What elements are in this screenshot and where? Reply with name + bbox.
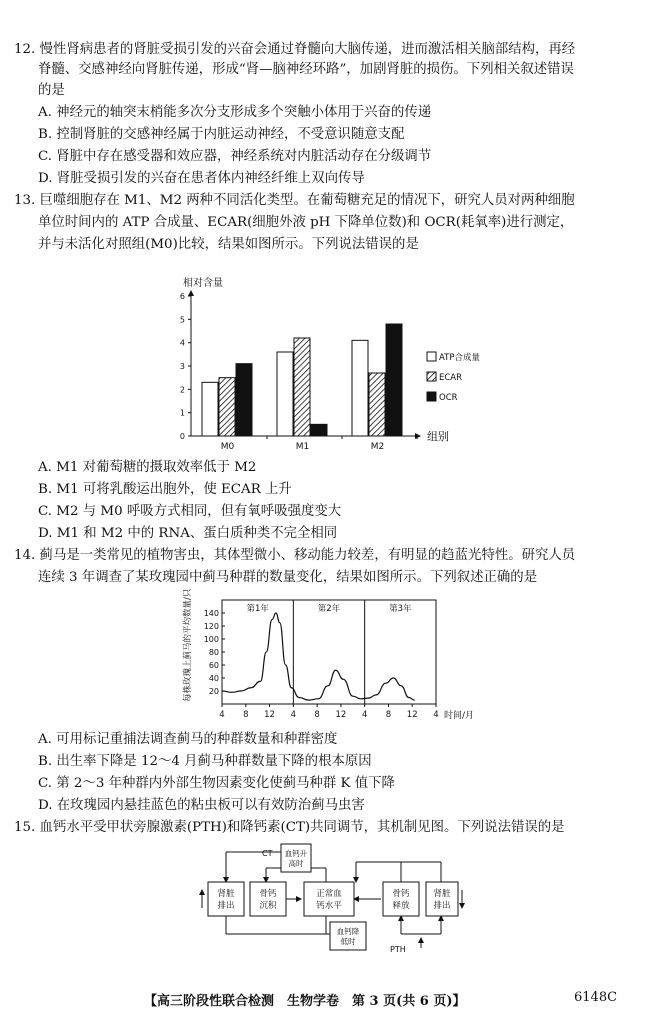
bar-xtick-label: M2 bbox=[370, 442, 385, 452]
label-high: 血钙升高时 bbox=[284, 849, 308, 868]
bar-ytick-label: 0 bbox=[179, 432, 185, 441]
line-chart-series bbox=[222, 613, 415, 700]
label-low: 血钙降低时 bbox=[336, 927, 360, 946]
bar-M2-2 bbox=[386, 324, 402, 436]
q12-option-d: D. 肾脏受损引发的兴奋在患者体内神经纤维上双向传导 bbox=[38, 171, 365, 186]
bar-M1-0 bbox=[277, 352, 293, 436]
q13-line-1: 13. 巨噬细胞存在 M1、M2 两种不同活化类型。在葡萄糖充足的情况下，研究人员对两种细胞 bbox=[14, 193, 575, 208]
bar-chart bbox=[165, 274, 480, 456]
q12-line-3: 的是 bbox=[38, 83, 65, 98]
legend-swatch bbox=[427, 392, 436, 401]
q12-option-a: A. 神经元的轴突末梢能多次分支形成多个突触小体用于兴奋的传递 bbox=[38, 105, 432, 120]
bar-chart-ylabel: 相对含量 bbox=[183, 278, 223, 289]
line-xtick-label: 12 bbox=[335, 710, 347, 720]
bar-M0-1 bbox=[219, 378, 235, 436]
label-kidney-right: 肾脏排出 bbox=[433, 889, 451, 911]
bar-chart-xlabels bbox=[221, 436, 417, 452]
legend-label: OCR bbox=[439, 393, 458, 403]
line-xtick-label: 4 bbox=[219, 710, 225, 720]
line-ytick-label: 100 bbox=[203, 635, 219, 644]
q13-line-3: 并与未活化对照组(M0)比较，结果如图所示。下列说法错误的是 bbox=[38, 237, 419, 252]
year-label: 第1年 bbox=[246, 604, 269, 614]
bar-ytick-label: 3 bbox=[179, 362, 185, 371]
line-xtick-label: 4 bbox=[433, 710, 439, 720]
q14-line-2: 连续 3 年调查了某玫瑰园中蓟马种群的数量变化，结果如图所示。下列叙述正确的是 bbox=[38, 570, 538, 585]
bar-chart-bars bbox=[202, 324, 402, 436]
bar-ytick-label: 1 bbox=[179, 408, 185, 418]
line-xtick-label: 8 bbox=[385, 710, 392, 720]
line-chart-year-labels bbox=[246, 600, 412, 704]
q13-option-a: A. M1 对葡萄糖的摄取效率低于 M2 bbox=[38, 460, 257, 475]
bar-ytick-label: 4 bbox=[179, 338, 185, 348]
label-bone-deposit: 骨钙沉积 bbox=[259, 889, 277, 911]
label-kidney-left: 肾脏排出 bbox=[217, 889, 235, 911]
bar-xtick-label: M0 bbox=[220, 442, 235, 452]
line-xtick-label: 8 bbox=[243, 710, 249, 720]
line-chart-xlabel: 时间/月 bbox=[444, 711, 475, 721]
calcium-regulation-diagram bbox=[196, 842, 466, 958]
line-ytick-label: 80 bbox=[208, 648, 219, 657]
year-label: 第3年 bbox=[389, 604, 412, 614]
line-ytick-label: 20 bbox=[208, 687, 219, 696]
q12-option-b: B. 控制肾脏的交感神经属于内脏运动神经，不受意识随意支配 bbox=[38, 127, 405, 142]
bar-chart-legend bbox=[427, 352, 480, 403]
bar-M1-1 bbox=[294, 338, 310, 436]
bar-chart-y-arrow bbox=[188, 290, 194, 296]
line-xtick-label: 12 bbox=[406, 710, 418, 720]
q13-option-b: B. M1 可将乳酸运出胞外，使 ECAR 上升 bbox=[38, 482, 292, 497]
label-bone-release: 骨钙释放 bbox=[392, 889, 410, 911]
legend-label: ECAR bbox=[439, 373, 463, 383]
legend-swatch bbox=[427, 352, 436, 361]
line-xtick-label: 8 bbox=[314, 710, 320, 720]
q12-option-c: C. 肾脏中存在感受器和效应器，神经系统对内脏活动存在分级调节 bbox=[38, 149, 432, 164]
bar-M1-2 bbox=[311, 424, 327, 436]
q14-option-d: D. 在玫瑰园内悬挂蓝色的粘虫板可以有效防治蓟马虫害 bbox=[38, 798, 365, 813]
line-xtick-label: 4 bbox=[361, 710, 368, 720]
q14-option-b: B. 出生率下降是 12～4 月蓟马种群数量下降的根本原因 bbox=[38, 754, 372, 769]
bar-xtick-label: M1 bbox=[295, 442, 310, 452]
line-chart-xticks bbox=[219, 704, 438, 720]
q13-option-c: C. M2 与 M0 呼吸方式相同，但有氧呼吸强度变大 bbox=[38, 504, 342, 519]
line-ytick-label: 40 bbox=[208, 674, 219, 683]
footer-title: 【高三阶段性联合检测 生物学卷 第 3 页(共 6 页)】 bbox=[144, 994, 466, 1009]
q14-line-1: 14. 蓟马是一类常见的植物害虫，其体型微小、移动能力较差，有明显的趋蓝光特性。研究人员 bbox=[14, 548, 576, 563]
line-ytick-label: 120 bbox=[203, 622, 219, 631]
footer-code: 6148C bbox=[574, 990, 618, 1005]
q15-line-1: 15. 血钙水平受甲状旁腺激素(PTH)和降钙素(CT)共同调节，其机制见图。下列说法错误的是 bbox=[14, 820, 565, 835]
line-ytick-label: 140 bbox=[203, 609, 219, 618]
label-ct: CT bbox=[262, 849, 273, 858]
q14-option-c: C. 第 2～3 年种群内外部生物因素变化使蓟马种群 K 值下降 bbox=[38, 776, 395, 791]
line-xtick-label: 4 bbox=[290, 710, 297, 720]
bar-M0-2 bbox=[236, 364, 252, 436]
label-normal: 正常血钙水平 bbox=[316, 889, 342, 911]
bar-M2-0 bbox=[352, 340, 368, 436]
bar-M2-1 bbox=[369, 373, 385, 436]
bar-ytick-label: 5 bbox=[179, 315, 185, 325]
q13-line-2: 单位时间内的 ATP 合成量、ECAR(细胞外液 pH 下降单位数)和 OCR(耗氧率)进行测定， bbox=[38, 215, 574, 230]
bar-chart-xlabel: 组别 bbox=[427, 430, 449, 443]
legend-label: ATP合成量 bbox=[439, 353, 480, 363]
q14-option-a: A. 可用标记重捕法调查蓟马的种群数量和种群密度 bbox=[38, 732, 338, 747]
bar-ytick-label: 6 bbox=[179, 292, 185, 301]
label-pth: PTH bbox=[390, 945, 406, 954]
year-label: 第2年 bbox=[317, 604, 341, 614]
legend-swatch bbox=[427, 372, 436, 381]
bar-ytick-label: 2 bbox=[179, 385, 185, 395]
line-chart bbox=[176, 588, 476, 728]
q12-line-2: 脊髓、交感神经向肾脏传递，形成“肾—脑神经环路”，加剧肾脏的损伤。下列相关叙述错误 bbox=[38, 62, 574, 77]
bar-chart-yticks bbox=[180, 292, 191, 441]
line-ytick-label: 60 bbox=[208, 661, 219, 670]
line-chart-ylabel: 每株玫瑰上蓟马的平均数量/只 bbox=[183, 588, 193, 702]
bar-M0-0 bbox=[202, 382, 218, 436]
q13-option-d: D. M1 和 M2 中的 RNA、蛋白质种类不完全相同 bbox=[38, 526, 338, 541]
q12-line-1: 12. 慢性肾病患者的肾脏受损引发的兴奋会通过脊髓向大脑传递，进而激活相关脑部结构，再经 bbox=[14, 42, 576, 57]
line-xtick-label: 12 bbox=[264, 710, 275, 720]
bar-chart-x-arrow bbox=[415, 433, 421, 439]
